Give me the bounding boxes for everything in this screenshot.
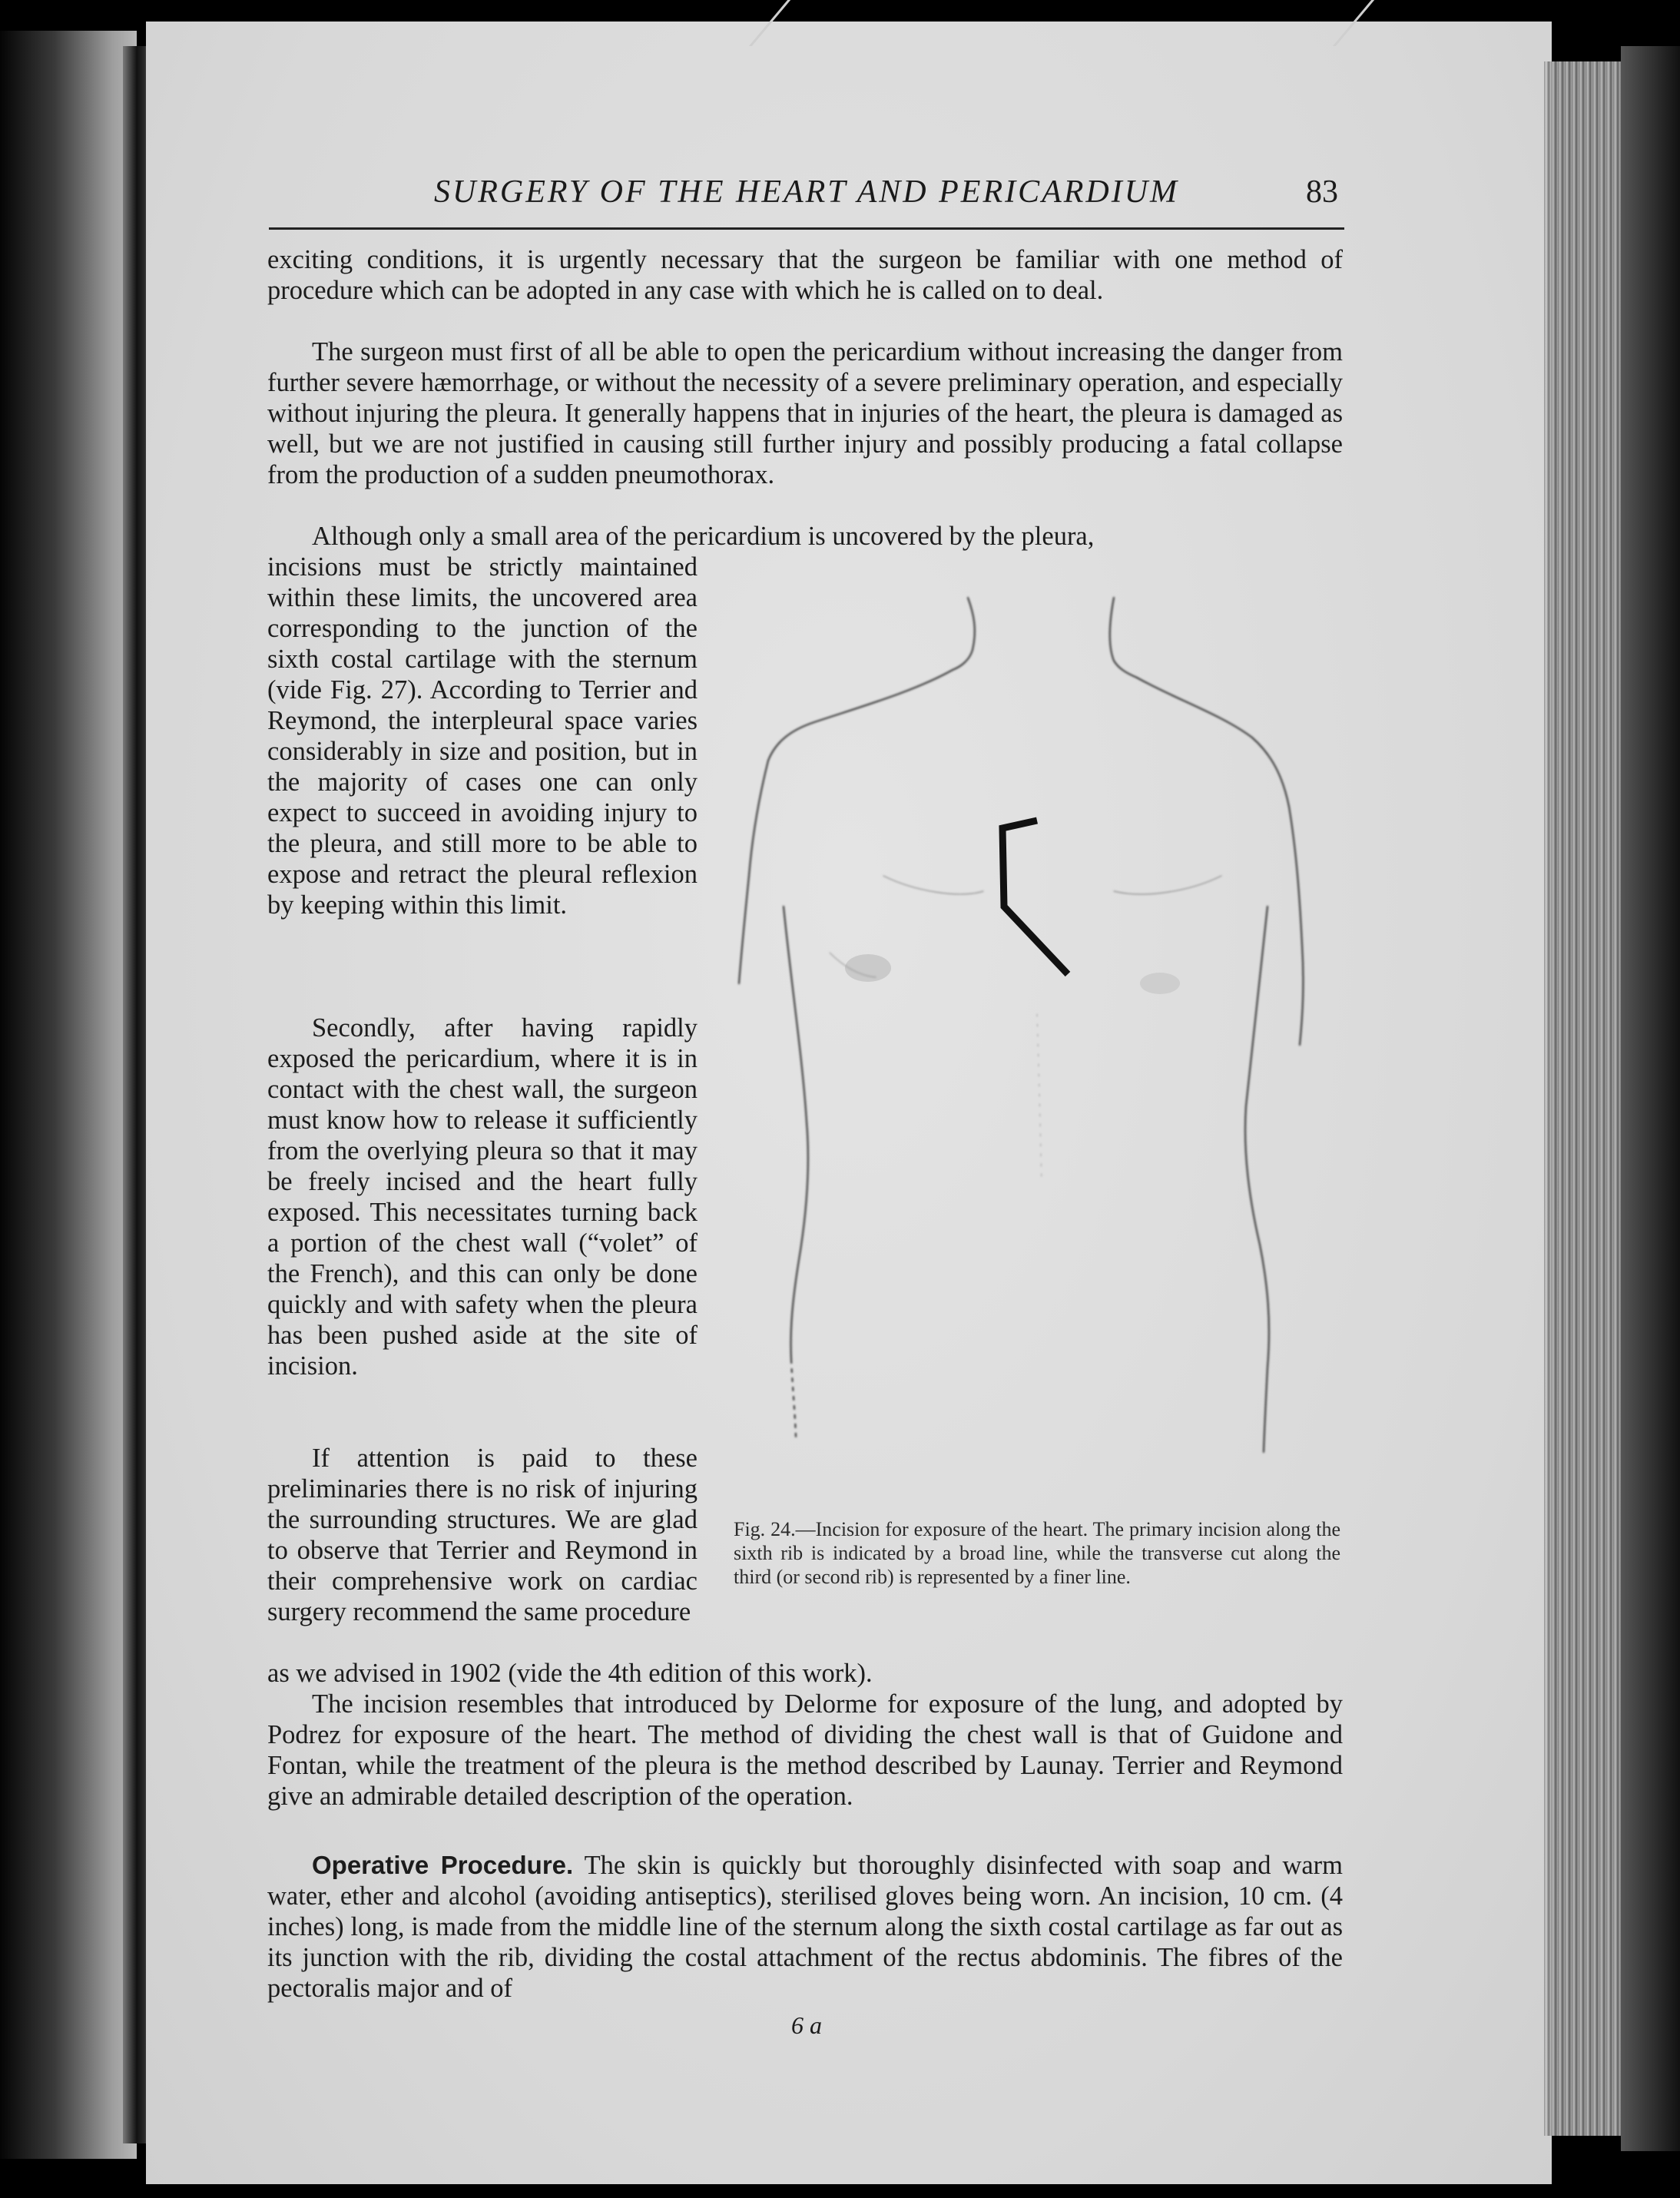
paragraph-1 <box>267 244 1343 306</box>
paragraph-7 <box>267 1850 1343 2004</box>
torso-figure <box>730 584 1337 1521</box>
paragraph-3-column <box>267 552 698 920</box>
page-edges-shadow <box>1621 46 1680 2151</box>
left-page-edge <box>0 31 137 2159</box>
page-number: 83 <box>1306 174 1338 210</box>
paragraph-5-tail <box>267 1658 1343 1689</box>
figure-caption: Fig. 24.—Incision for exposure of the heart. The primary incision along the sixth rib is indicated by a broad line, while the transverse cut along the third (or second rib) is represented by a finer line. <box>734 1518 1340 1588</box>
header-rule <box>269 227 1344 230</box>
paragraph-2 <box>267 336 1343 490</box>
paragraph-3-column-text: incisions must be strictly maintained within these limits, the uncovered area corresponding to the junction of the sixth costal cartilage with the sternum (vide Fig. 27). According to Terrier and Reymond, the interpleural space varies considerably in size and position, but in the majority of cases one can only expect to succeed in avoiding injury to the pleura, and still more to be able to expose and retract the pleural reflexion by keeping within this limit. <box>267 552 698 920</box>
paragraph-7-body: The skin is quickly but thoroughly disinfected with soap and warm water, ether and alcohol (avoiding antiseptics), sterilised gloves being worn. An incision, 10 cm. (4 inches) long, is made from the middle line of the sternum along the sixth costal cartilage as far out as its junction with the rib, dividing the costal attachment of the rectus abdominis. The fibres of the pectoralis major and of <box>267 1851 1343 2003</box>
paragraph-4-text: Secondly, after having rapidly exposed the pericardium, where it is in contact with the chest wall, the surgeon must know how to release it sufficiently from the overlying pleura so that it may be freely incised and the heart fully exposed. This necessitates turning back a portion of the chest wall (“volet” of the French), and this can only be done quickly and with safety when the pleura has been pushed aside at the site of incision. <box>267 1013 698 1381</box>
paragraph-3-lead <box>267 521 1343 552</box>
paragraph-5-column <box>267 1443 698 1627</box>
running-title: SURGERY OF THE HEART AND PERICARDIUM <box>433 174 1180 210</box>
section-heading: Operative Procedure. <box>312 1851 574 1879</box>
page-edges <box>1544 61 1629 2136</box>
chest-shading <box>845 954 891 982</box>
paragraph-4 <box>267 1013 698 1381</box>
chest-shading <box>1140 973 1180 994</box>
paragraph-5-column-text: If attention is paid to these preliminaries there is no risk of injuring the surrounding structures. We are glad to observe that Terrier and Reymond in their comprehensive work on cardiac surgery recommend the same procedure <box>267 1444 698 1626</box>
torso-outline <box>739 598 1303 1452</box>
paragraph-1-text: exciting conditions, it is urgently necessary that the surgeon be familiar with one method of procedure which can be adopted in any case with which he is called on to deal. <box>267 245 1343 305</box>
paragraph-6-text: The incision resembles that introduced by Delorme for exposure of the lung, and adopted by Podrez for exposure of the heart. The method of dividing the chest wall is that of Guidone and Fontan, while the treatment of the pleura is the method described by Launay. Terrier and Reymond give an admirable detailed description of the operation. <box>267 1689 1343 1811</box>
paragraph-3-lead-text: Although only a small area of the pericardium is uncovered by the pleura, <box>312 522 1095 551</box>
paragraph-6 <box>267 1689 1343 1812</box>
paragraph-7-text <box>267 1850 1343 2004</box>
signature-mark: 6 a <box>791 2011 822 2039</box>
paragraph-2-text: The surgeon must first of all be able to open the pericardium without increasing the danger from further severe hæmorrhage, or without the necessity of a severe preliminary operation, and especially without injuring the pleura. It generally happens that in injuries of the heart, the pleura is damaged as well, but we are not justified in causing still further injury and possibly producing a fatal collapse from the production of a sudden pneumothorax. <box>267 337 1343 489</box>
incision-line <box>1002 821 1068 974</box>
paragraph-5-tail-text: as we advised in 1902 (vide the 4th edition of this work). <box>267 1659 873 1688</box>
